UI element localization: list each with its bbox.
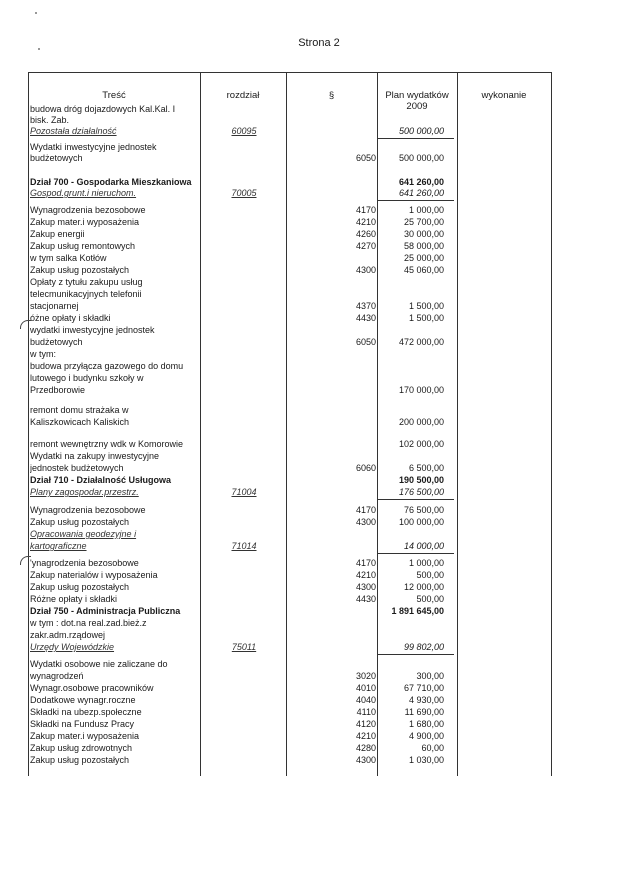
row-description: Wydatki osobowe nie zaliczane do (30, 659, 168, 669)
row-plan-amount: 12 000,00 (403, 582, 444, 592)
header-tresc: Treść (102, 90, 126, 101)
row-description: bisk. Zab. (30, 115, 70, 125)
scan-speck (38, 48, 40, 50)
row-paragraf: 4270 (355, 241, 376, 251)
row-description: Urzędy Wojewódzkie (30, 642, 115, 652)
row-description: Różne opłaty i składki (30, 594, 118, 604)
row-description: 'ynagrodzenia bezosobowe (30, 558, 139, 568)
amount-underline (378, 654, 454, 655)
row-description: Zakup mater.i wyposażenia (30, 217, 140, 227)
row-description: wydatki inwestycyjne jednostek (30, 325, 155, 335)
row-plan-amount: 1 000,00 (408, 205, 444, 215)
row-plan-amount: 1 500,00 (408, 301, 444, 311)
row-description: Opłaty z tytułu zakupu usług (30, 277, 143, 287)
row-plan-amount: 500 000,00 (398, 126, 444, 136)
row-plan-amount: 4 900,00 (408, 731, 444, 741)
header-paragraf: § (328, 90, 335, 101)
row-plan-amount: 500,00 (416, 594, 444, 604)
row-description: Wynagrodzenia bezosobowe (30, 505, 146, 515)
row-description: Opracowania geodezyjne i (30, 529, 137, 539)
row-paragraf: 6050 (355, 337, 376, 347)
row-description: Dodatkowe wynagr.roczne (30, 695, 136, 705)
row-description: budowa dróg dojazdowych Kal.Kal. I (30, 104, 176, 114)
table-top-border (28, 72, 552, 73)
row-plan-amount: 1 680,00 (408, 719, 444, 729)
row-description: Wynagr.osobowe pracowników (30, 683, 154, 693)
row-rozdzial: 71004 (231, 487, 257, 497)
row-plan-amount: 300,00 (416, 671, 444, 681)
amount-underline (378, 138, 454, 139)
row-plan-amount: 60,00 (421, 743, 444, 753)
row-plan-amount: 170 000,00 (398, 385, 444, 395)
row-plan-amount: 1 891 645,00 (391, 606, 444, 616)
row-plan-amount: 1 000,00 (408, 558, 444, 568)
column-divider (28, 72, 29, 776)
row-paragraf: 4210 (355, 731, 376, 741)
row-paragraf: 4370 (355, 301, 376, 311)
row-description: Wynagrodzenia bezosobowe (30, 205, 146, 215)
row-description: Gospod.grunt.i nieruchom. (30, 188, 137, 198)
row-paragraf: 4210 (355, 570, 376, 580)
row-description: Dział 710 - Działalność Usługowa (30, 475, 172, 485)
row-description: jednostek budżetowych (30, 463, 124, 473)
row-plan-amount: 25 000,00 (403, 253, 444, 263)
row-plan-amount: 102 000,00 (398, 439, 444, 449)
row-plan-amount: 45 060,00 (403, 265, 444, 275)
row-description: Pozostała działalność (30, 126, 117, 136)
row-rozdzial: 71014 (231, 541, 257, 551)
row-plan-amount: 99 802,00 (403, 642, 444, 652)
row-plan-amount: 100 000,00 (398, 517, 444, 527)
row-plan-amount: 30 000,00 (403, 229, 444, 239)
row-paragraf: 3020 (355, 671, 376, 681)
row-description: Zakup energii (30, 229, 85, 239)
row-description: Zakup usług pozostałych (30, 517, 130, 527)
row-description: Kaliszkowicach Kaliskich (30, 417, 130, 427)
row-plan-amount: 25 700,00 (403, 217, 444, 227)
row-description: Dział 750 - Administracja Publiczna (30, 606, 181, 616)
row-description: w tym: (30, 349, 56, 359)
row-paragraf: 4430 (355, 313, 376, 323)
row-description: stacjonarnej (30, 301, 79, 311)
scan-mark (20, 556, 31, 565)
row-paragraf: 4260 (355, 229, 376, 239)
row-plan-amount: 14 000,00 (403, 541, 444, 551)
row-description: Plany zagospodar.przestrz. (30, 487, 139, 497)
row-description: kartograficzne (30, 541, 87, 551)
row-description: Dział 700 - Gospodarka Mieszkaniowa (30, 177, 192, 187)
budget-table (28, 72, 552, 776)
column-divider (457, 72, 458, 776)
column-divider (551, 72, 552, 776)
row-description: Zakup usług pozostałych (30, 755, 130, 765)
row-paragraf: 4210 (355, 217, 376, 227)
row-plan-amount: 1 030,00 (408, 755, 444, 765)
row-description: Zakup usług remontowych (30, 241, 136, 251)
row-plan-amount: 4 930,00 (408, 695, 444, 705)
row-rozdzial: 60095 (231, 126, 257, 136)
row-paragraf: 4170 (355, 205, 376, 215)
row-plan-amount: 500 000,00 (398, 153, 444, 163)
row-plan-amount: 176 500,00 (398, 487, 444, 497)
scan-mark (20, 320, 31, 329)
amount-underline (378, 553, 454, 554)
row-paragraf: 4120 (355, 719, 376, 729)
row-plan-amount: 67 710,00 (403, 683, 444, 693)
row-plan-amount: 641 260,00 (398, 188, 444, 198)
row-paragraf: 4300 (355, 755, 376, 765)
row-paragraf: 4430 (355, 594, 376, 604)
header-plan: Plan wydatków 2009 (385, 90, 449, 112)
row-plan-amount: 6 500,00 (408, 463, 444, 473)
row-description: w tym : dot.na real.zad.bież.z (30, 618, 147, 628)
row-paragraf: 4110 (356, 707, 376, 717)
row-plan-amount: 190 500,00 (398, 475, 444, 485)
row-description: budżetowych (30, 337, 83, 347)
row-description: wynagrodzeń (30, 671, 84, 681)
row-description: zakr.adm.rządowej (30, 630, 106, 640)
column-divider (200, 72, 201, 776)
row-paragraf: 4040 (355, 695, 376, 705)
row-description: lutowego i budynku szkoły w (30, 373, 144, 383)
row-plan-amount: 500,00 (416, 570, 444, 580)
amount-underline (378, 200, 454, 201)
header-rozdzial: rozdział (226, 90, 260, 101)
row-description: remont domu strażaka w (30, 405, 129, 415)
row-description: Wydatki inwestycyjne jednostek (30, 142, 157, 152)
row-description: Zakup mater.i wyposażenia (30, 731, 140, 741)
row-description: Zakup naterialów i wyposażenia (30, 570, 158, 580)
row-paragraf: 4300 (355, 265, 376, 275)
scan-speck (35, 12, 37, 14)
row-paragraf: 4010 (355, 683, 376, 693)
row-description: w tym salka Kotłów (30, 253, 107, 263)
row-description: Przedborowie (30, 385, 86, 395)
row-description: Zakup usług pozostałych (30, 265, 130, 275)
row-description: Zakup usług zdrowotnych (30, 743, 133, 753)
row-paragraf: 4300 (355, 517, 376, 527)
row-rozdzial: 70005 (231, 188, 257, 198)
row-plan-amount: 58 000,00 (403, 241, 444, 251)
row-description: Wydatki na zakupy inwestycyjne (30, 451, 159, 461)
row-rozdzial: 75011 (231, 642, 257, 652)
row-paragraf: 4280 (355, 743, 376, 753)
page-title: Strona 2 (298, 37, 340, 49)
row-paragraf: 4300 (355, 582, 376, 592)
row-description: telecmunikacyjnych telefonii (30, 289, 142, 299)
row-description: Zakup usług pozostałych (30, 582, 130, 592)
row-paragraf: 6050 (355, 153, 376, 163)
row-plan-amount: 76 500,00 (403, 505, 444, 515)
row-paragraf: 4170 (355, 558, 376, 568)
row-description: Składki na ubezp.społeczne (30, 707, 142, 717)
header-wykonanie: wykonanie (481, 90, 527, 101)
row-plan-amount: 472 000,00 (398, 337, 444, 347)
row-description: budowa przyłącza gazowego do domu (30, 361, 184, 371)
row-plan-amount: 200 000,00 (398, 417, 444, 427)
row-plan-amount: 1 500,00 (408, 313, 444, 323)
row-paragraf: 6060 (355, 463, 376, 473)
row-description: remont wewnętrzny wdk w Komorowie (30, 439, 184, 449)
row-plan-amount: 641 260,00 (398, 177, 444, 187)
row-description: óżne opłaty i składki (30, 313, 111, 323)
row-paragraf: 4170 (355, 505, 376, 515)
row-description: Składki na Fundusz Pracy (30, 719, 135, 729)
row-plan-amount: 11 690,00 (404, 707, 444, 717)
row-description: budżetowych (30, 153, 83, 163)
amount-underline (378, 499, 454, 500)
